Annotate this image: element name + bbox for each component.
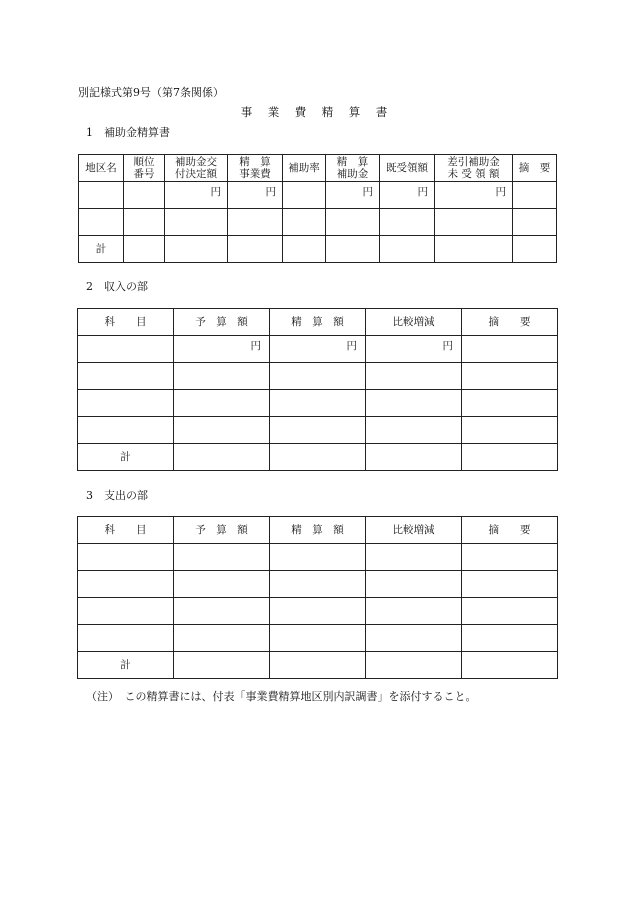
table-row (78, 363, 558, 390)
table-row (78, 598, 558, 625)
expenditure-table (77, 516, 558, 679)
table-row (78, 571, 558, 598)
col-diff: 比較増減 (366, 309, 462, 336)
total-label: 計 (78, 652, 174, 679)
col-remarks: 摘 要 (462, 309, 558, 336)
unit-label: 円 (366, 336, 462, 363)
col-unreceived: 差引補助金 未 受 領 額 (435, 155, 513, 182)
table-header-row (79, 155, 557, 182)
col-settled-cost: 精 算 事業費 (228, 155, 283, 182)
unit-label: 円 (380, 182, 435, 209)
col-settled-subsidy: 精 算 補助金 (326, 155, 380, 182)
table-row (79, 182, 557, 209)
col-rate: 補助率 (283, 155, 326, 182)
footnote: （注） この精算書には、付表「事業費精算地区別内訳調書」を添付すること。 (86, 690, 477, 703)
section2-heading: 2 収入の部 (86, 280, 148, 293)
col-remarks: 摘 要 (513, 155, 557, 182)
unit-label: 円 (165, 182, 228, 209)
table-row (78, 544, 558, 571)
section3-heading: 3 支出の部 (86, 489, 148, 502)
table-header-row (78, 309, 558, 336)
col-diff: 比較増減 (366, 517, 462, 544)
section1-heading: 1 補助金精算書 (86, 126, 170, 139)
unit-label: 円 (435, 182, 513, 209)
table-row (79, 209, 557, 236)
col-settled: 精 算 額 (270, 309, 366, 336)
total-row (78, 444, 558, 471)
table-row (78, 417, 558, 444)
col-district: 地区名 (79, 155, 124, 182)
col-rank: 順位 番号 (124, 155, 165, 182)
col-received: 既受領額 (380, 155, 435, 182)
total-row (78, 652, 558, 679)
table-row (78, 336, 558, 363)
total-row (79, 236, 557, 263)
table-row (78, 390, 558, 417)
col-budget: 予 算 額 (174, 309, 270, 336)
document-title: 事 業 費 精 算 書 (240, 105, 390, 119)
col-settled: 精 算 額 (270, 517, 366, 544)
income-table (77, 308, 558, 471)
form-number: 別記様式第9号（第7条関係） (78, 86, 224, 99)
col-remarks: 摘 要 (462, 517, 558, 544)
col-item: 科 目 (78, 517, 174, 544)
total-label: 計 (78, 444, 174, 471)
total-label: 計 (79, 236, 124, 263)
col-budget: 予 算 額 (174, 517, 270, 544)
unit-label: 円 (174, 336, 270, 363)
subsidy-settlement-table (78, 154, 557, 263)
table-header-row (78, 517, 558, 544)
col-grant-decision: 補助金交 付決定額 (165, 155, 228, 182)
unit-label: 円 (270, 336, 366, 363)
col-item: 科 目 (78, 309, 174, 336)
unit-label: 円 (326, 182, 380, 209)
unit-label: 円 (228, 182, 283, 209)
table-row (78, 625, 558, 652)
